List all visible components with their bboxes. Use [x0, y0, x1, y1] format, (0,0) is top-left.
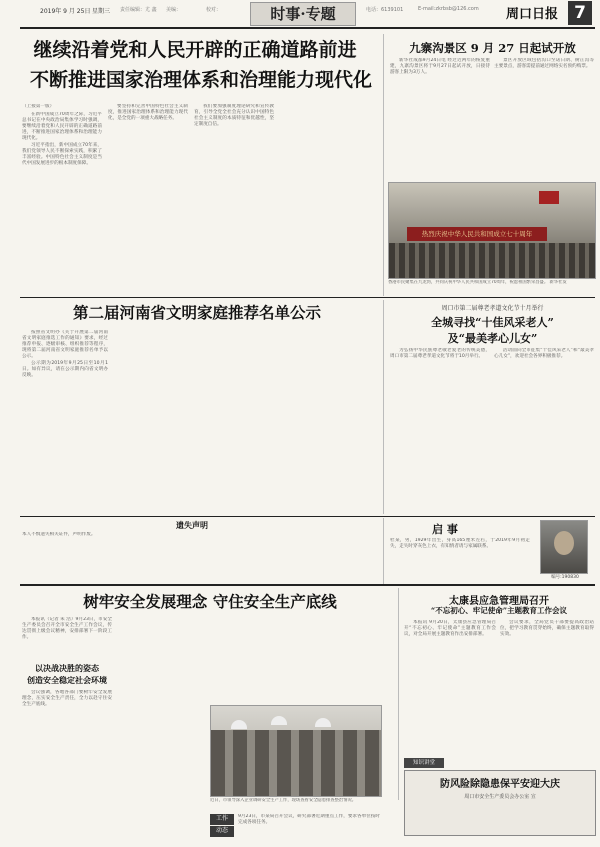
page-number: 7	[568, 1, 592, 25]
activity-body-2	[500, 620, 594, 754]
safety-paragraph: 本报讯（记者 朱 浩）9月23日，市安全生产委员会召开全市安全生产工作会议，传达贯彻上级会议精神，安排部署下一阶段工作。	[22, 617, 112, 640]
lead-body-col-2	[108, 104, 188, 282]
elder-body-2	[494, 348, 594, 514]
section-title: 时事·专题	[250, 2, 356, 26]
section-rule	[20, 584, 595, 586]
section-rule	[20, 516, 595, 517]
worker-helmet-shape	[231, 720, 247, 729]
family-body-col-2	[112, 330, 198, 512]
contact-email: E-mail:zkrbsb@126.com	[418, 6, 479, 12]
activity-body	[404, 620, 496, 754]
family-body-col-1	[22, 330, 108, 512]
work-tag-1: 工作	[210, 814, 234, 825]
lead-headline-2: 不断推进国家治理体系和治理能力现代化	[30, 69, 373, 91]
worker-helmet-shape	[271, 716, 287, 725]
worker-helmet-shape	[315, 718, 331, 727]
celebration-banner	[407, 227, 547, 241]
designer-credit: 美编：	[166, 7, 182, 13]
family-paragraph: 公示期为2019年9月25日至10月1日。如有异议，请在公示期内向省文明办反映。	[22, 361, 108, 378]
lead-paragraph: 我们要加强制度理论研究和宣传教育，引导全党全社会充分认识中国特色社会主义制度的本质特征和优越性，坚定制度自信。	[194, 104, 274, 127]
masthead	[0, 0, 600, 28]
contact-phone: 电话：6139101	[366, 7, 404, 13]
missing-photo-caption: 编号:190830	[551, 575, 579, 580]
editor-credit: 责任编辑：尤 鑫	[120, 7, 157, 13]
group-shape	[211, 730, 381, 796]
work-body: 9月23日，市某局召开会议，研究部署近期重点工作，要求各单位按时完成各项任务。	[238, 814, 380, 825]
missing-headline: 启 事	[432, 523, 458, 536]
safety-body-col-4	[210, 617, 300, 701]
safety-photo-caption: 近日，市领导深入企业调研安全生产工作，现场查看安全隐患排查整治情况。	[210, 798, 357, 803]
lead-body-col-3	[194, 104, 274, 282]
ad-text: 防风险除隐患保平安迎大庆	[440, 779, 560, 790]
family-body-col-4	[292, 330, 378, 512]
elder-headline-1: 全城寻找“十佳风采老人”	[431, 316, 554, 329]
masthead-rule	[20, 27, 595, 29]
safety-paragraph: 会议强调，各地各部门要树牢安全发展理念，压实安全生产责任，全力以赴守住安全生产底线。	[22, 690, 112, 707]
lead-headline-1: 继续沿着党和人民开辟的正确道路前进	[33, 39, 357, 61]
elder-top-line: 周口市第二届尊老孝道文化节十月举行	[441, 305, 544, 312]
elder-body	[390, 348, 490, 514]
activity-headline-2: “不忘初心、牢记使命”主题教育工作会议	[430, 606, 568, 615]
lead-intro: （上接第一版）	[22, 104, 55, 109]
safety-body-col-5	[304, 617, 394, 701]
notice-label: 遗失声明	[176, 520, 208, 530]
ad-box	[404, 770, 596, 836]
column-divider	[398, 588, 399, 800]
right-top-body	[390, 58, 490, 178]
section-rule	[20, 297, 595, 298]
activity-headline-1: 太康县应急管理局召开	[449, 596, 549, 607]
safety-body-col-1	[22, 617, 112, 657]
lead-body-col-1	[22, 112, 102, 282]
column-divider	[383, 518, 384, 584]
family-body-col-3	[202, 330, 288, 512]
ad-label: 知识讲堂	[404, 758, 444, 768]
ad-sub: 周口市安全生产委员会办公室 宣	[464, 794, 536, 800]
issue-weekday: 星期三	[92, 8, 111, 15]
paper-name: 周口日报	[506, 7, 559, 22]
right-top-headline: 九寨沟景区 9 月 27 日起试开放	[409, 41, 576, 55]
banner-text: 热烈庆祝中华人民共和国成立七十周年	[421, 230, 533, 238]
safety-sub-headline-1: 以决战决胜的姿态	[35, 663, 99, 673]
safety-sub-headline-2: 创造安全稳定社会环境	[27, 675, 107, 685]
lead-body-col-4	[280, 104, 360, 282]
hong-kong-celebration-photo	[388, 182, 596, 279]
flag-icon	[539, 191, 559, 204]
safety-headline: 树牢安全发展理念 守住安全生产底线	[83, 592, 337, 611]
lead-paragraph: 在新中国成立70周年之际，习近平总书记在中央政治局集体学习时强调，要继续沿着党和人民开辟的正确道路前进，不断推进国家治理体系和治理能力现代化。	[22, 112, 102, 141]
missing-person-photo	[540, 520, 588, 574]
elder-headline-2: 及“最美孝心儿女”	[447, 332, 538, 345]
right-top-paragraph: 景区开放区域包括沟口至诺日朗、树正沟等主要景点，游客需提前通过网络实名预约购票。	[494, 58, 594, 69]
safety-inspection-photo	[210, 705, 382, 797]
issue-date: 2019年 9 月 25日	[40, 8, 91, 15]
column-divider	[383, 34, 384, 296]
work-tag-2: 动态	[210, 826, 234, 837]
column-divider	[383, 300, 384, 514]
lead-paragraph: 要坚持和完善中国特色社会主义制度，推进国家治理体系和治理能力现代化，是全党的一项重大战略任务。	[108, 104, 188, 121]
safety-body-col-2	[22, 690, 112, 830]
elder-paragraph: 活动面向全市征集“十佳风采老人”和“最美孝心儿女”，欢迎社会各界积极推荐。	[494, 348, 594, 359]
activity-paragraph: 会议要求，全局党员干部要提高政治站位，把学习教育贯穿始终，确保主题教育取得实效。	[500, 620, 594, 637]
right-top-body-2	[494, 58, 594, 178]
elder-paragraph: 为弘扬中华民族尊老敬老爱老的传统美德，周口市第二届尊老孝道文化节将于10月举行。	[390, 348, 490, 359]
notice-body: 本人不慎遗失相关证件，声明作废。	[22, 532, 96, 537]
crowd-shape	[389, 243, 595, 278]
lead-paragraph: 习近平指出，新中国成立70年来，我们党领导人民不断探索实践，积累了丰富经验。中国特色社会主义制度是当代中国发展进步的根本制度保障。	[22, 143, 102, 166]
family-headline: 第二届河南省文明家庭推荐名单公示	[72, 303, 321, 322]
safety-body-col-3	[116, 617, 206, 830]
right-top-photo-caption: 香港市民聚集在九龙湾，共同庆祝中华人民共和国成立70周年，祝愿祖国繁荣昌盛。 新华社发	[388, 280, 567, 285]
right-top-paragraph: 新华社成都9月24日电 经过近两年的恢复重建，九寨沟景区将于9月27日起试开放，日接待游客上限为3万人。	[390, 58, 490, 75]
ad-fine-print	[409, 803, 591, 831]
missing-body: 杜某，男，1929年出生，身高165厘米左右，于2019年9月初走失，走失时穿灰色上衣，有知情者请与家属联系。	[390, 538, 530, 549]
activity-paragraph: 本报讯 9月20日，太康县应急管理局召开“不忘初心、牢记使命”主题教育工作会议，对全局开展主题教育作出安排部署。	[404, 620, 496, 637]
face-shape	[554, 531, 574, 555]
proofreader-credit: 校对：	[206, 7, 222, 13]
family-paragraph: 按照省文明办《关于开展第二届河南省文明家庭推选工作的通知》要求，经过推荐申报、逐级审核、组织推荐等程序，现将第二届河南省文明家庭推荐名单予以公示。	[22, 330, 108, 359]
